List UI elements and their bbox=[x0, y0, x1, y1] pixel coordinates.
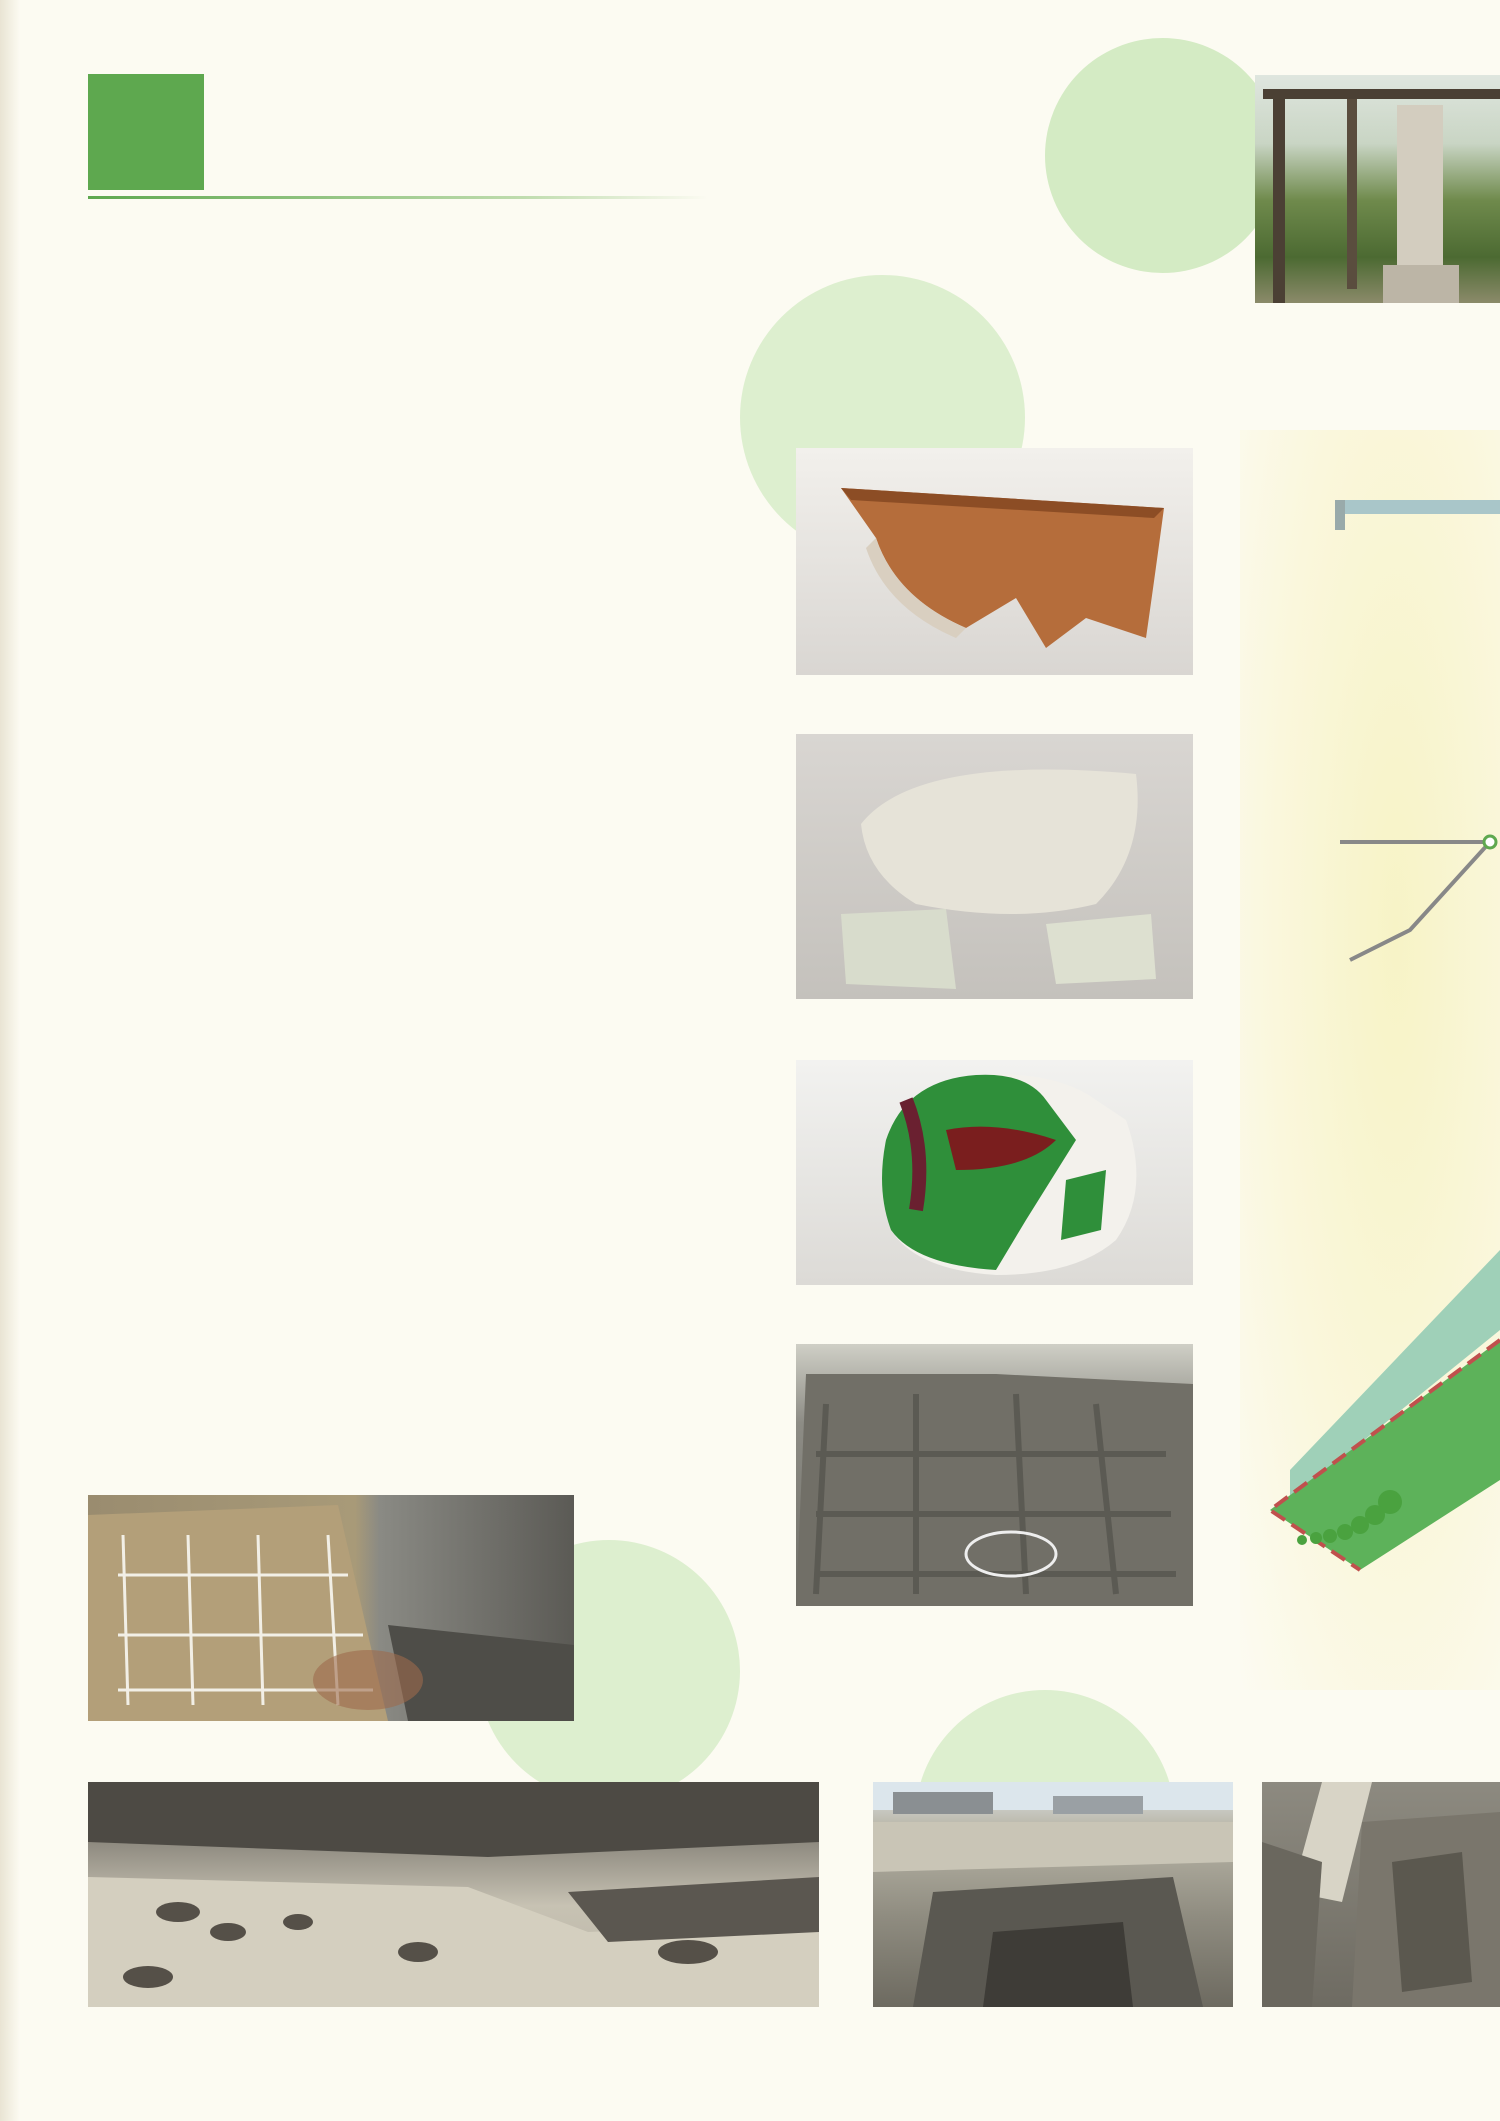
title-underline bbox=[88, 196, 708, 199]
building-garden-photo bbox=[88, 1495, 574, 1721]
celadon-bowl-photo bbox=[796, 448, 1193, 675]
building-garden-drawing bbox=[88, 1495, 574, 1721]
meiping-photo bbox=[796, 734, 1193, 999]
site-map-fragment bbox=[1250, 490, 1500, 1620]
karesansui-photo bbox=[88, 1782, 819, 2007]
foundation-stones-photo bbox=[796, 1344, 1193, 1606]
title-mark bbox=[88, 74, 204, 190]
sancai-dropper-drawing bbox=[796, 1060, 1193, 1285]
karesansui-drawing bbox=[88, 1782, 819, 2007]
foundation-grid-drawing bbox=[796, 1344, 1193, 1606]
castle-circle bbox=[1045, 38, 1280, 273]
paper-edge bbox=[0, 0, 20, 2121]
meiping-drawing bbox=[796, 734, 1193, 999]
moat-photo-1 bbox=[873, 1782, 1233, 2007]
stone-monument-drawing bbox=[1255, 75, 1500, 303]
stone-monument-photo bbox=[1255, 75, 1500, 303]
moat-photo-2 bbox=[1262, 1782, 1500, 2007]
moat-drawing-2 bbox=[1262, 1782, 1500, 2007]
sancai-dropper-photo bbox=[796, 1060, 1193, 1285]
celadon-bowl-drawing bbox=[796, 448, 1193, 675]
moat-drawing-1 bbox=[873, 1782, 1233, 2007]
